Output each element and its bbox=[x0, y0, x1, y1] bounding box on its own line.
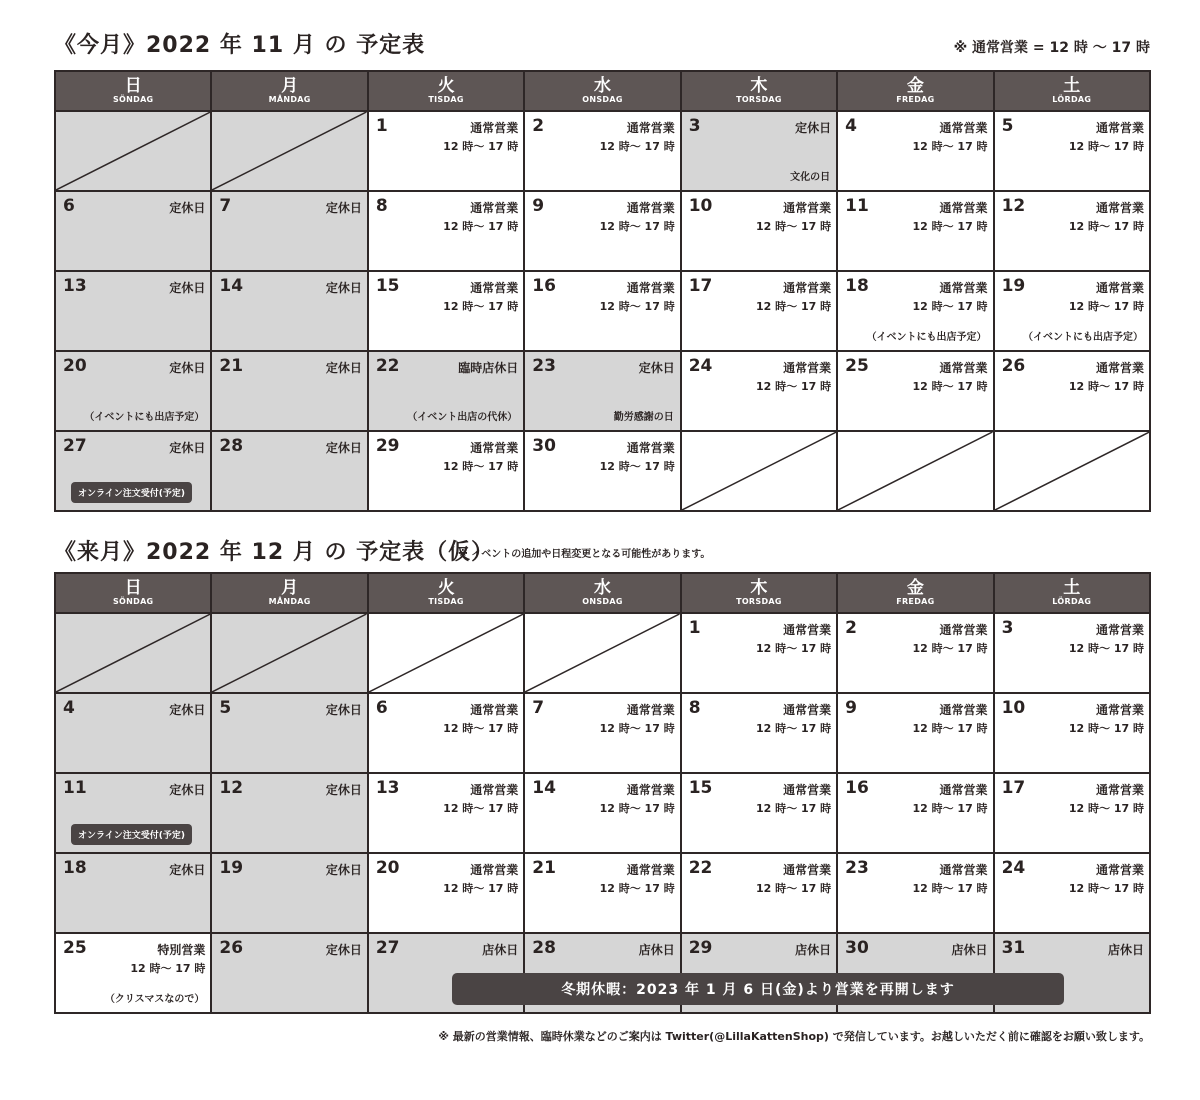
day-cell bbox=[682, 352, 836, 430]
day-cell bbox=[995, 112, 1149, 190]
day-cell bbox=[212, 774, 366, 852]
day-cell bbox=[838, 614, 992, 692]
day-number: 12 bbox=[219, 778, 244, 798]
weekday-header bbox=[525, 72, 679, 110]
weekday-en-label: TORSDAG bbox=[736, 597, 782, 606]
day-cell bbox=[369, 774, 523, 852]
day-status: 店休日 bbox=[1107, 943, 1144, 957]
diagonal-slash bbox=[682, 432, 836, 510]
day-status: 定休日 bbox=[325, 361, 362, 375]
weekday-jp-label: 水 bbox=[593, 578, 611, 598]
day-cell bbox=[56, 192, 210, 270]
day-status: 通常営業 bbox=[1095, 783, 1144, 797]
business-hours: 12 時〜 17 時 bbox=[756, 300, 832, 313]
empty-day-cell bbox=[682, 432, 836, 510]
weekday-header bbox=[212, 574, 366, 612]
day-number: 18 bbox=[63, 858, 87, 878]
day-status: 通常営業 bbox=[939, 361, 988, 375]
day-number: 19 bbox=[1001, 276, 1026, 296]
day-number: 3 bbox=[1001, 618, 1014, 638]
day-status: 通常営業 bbox=[783, 623, 832, 637]
weekday-en-label: TISDAG bbox=[428, 95, 464, 104]
weekday-jp-label: 日 bbox=[124, 578, 142, 598]
day-number: 31 bbox=[1001, 938, 1026, 958]
business-hours: 12 時〜 17 時 bbox=[912, 802, 988, 815]
business-hours: 12 時〜 17 時 bbox=[756, 882, 832, 895]
day-cell bbox=[369, 192, 523, 270]
day-status: 通常営業 bbox=[626, 281, 675, 295]
day-cell bbox=[838, 694, 992, 772]
day-number: 17 bbox=[688, 276, 713, 296]
day-number: 7 bbox=[219, 196, 232, 216]
schedule-change-notice: ※ イベントの追加や日程変更となる可能性があります。 bbox=[458, 549, 711, 560]
day-cell bbox=[525, 694, 679, 772]
day-number: 9 bbox=[532, 196, 545, 216]
day-cell bbox=[56, 694, 210, 772]
weekday-header bbox=[682, 72, 836, 110]
day-number: 21 bbox=[532, 858, 556, 878]
day-number: 30 bbox=[845, 938, 869, 958]
day-cell bbox=[995, 192, 1149, 270]
weekday-header bbox=[369, 72, 523, 110]
day-note: （イベントにも出店予定） bbox=[866, 332, 987, 343]
online-order-badge: オンライン注文受付(予定) bbox=[71, 482, 192, 503]
day-status: 通常営業 bbox=[626, 783, 675, 797]
day-number: 25 bbox=[845, 356, 869, 376]
day-number: 2 bbox=[845, 618, 857, 638]
diagonal-slash bbox=[995, 432, 1149, 510]
business-hours: 12 時〜 17 時 bbox=[443, 460, 519, 473]
weekday-en-label: TISDAG bbox=[428, 597, 464, 606]
day-status: 通常営業 bbox=[939, 281, 988, 295]
day-note: 文化の日 bbox=[790, 172, 831, 183]
day-cell bbox=[56, 272, 210, 350]
day-cell bbox=[525, 774, 679, 852]
day-cell bbox=[525, 854, 679, 932]
diagonal-slash bbox=[56, 112, 210, 190]
day-number: 3 bbox=[688, 116, 701, 136]
day-number: 2 bbox=[532, 116, 545, 136]
weekday-en-label: ONSDAG bbox=[582, 95, 623, 104]
weekday-jp-label: 日 bbox=[124, 76, 142, 96]
day-cell bbox=[682, 854, 836, 932]
day-number: 5 bbox=[1001, 116, 1014, 136]
business-hours: 12 時〜 17 時 bbox=[1068, 220, 1144, 233]
day-cell bbox=[838, 112, 992, 190]
weekday-header bbox=[212, 72, 366, 110]
day-status: 通常営業 bbox=[939, 863, 988, 877]
diagonal-slash bbox=[212, 112, 366, 190]
business-hours: 12 時〜 17 時 bbox=[756, 642, 832, 655]
weekday-jp-label: 木 bbox=[750, 578, 768, 598]
business-hours: 12 時〜 17 時 bbox=[599, 722, 675, 735]
day-status: 定休日 bbox=[169, 361, 206, 375]
weekday-jp-label: 土 bbox=[1063, 578, 1081, 598]
weekday-jp-label: 月 bbox=[281, 578, 299, 598]
day-cell bbox=[525, 352, 679, 430]
day-cell bbox=[682, 192, 836, 270]
day-note: （クリスマスなので） bbox=[104, 994, 205, 1005]
business-hours: 12 時〜 17 時 bbox=[1068, 802, 1144, 815]
business-hours: 12 時〜 17 時 bbox=[443, 882, 519, 895]
day-number: 6 bbox=[375, 698, 388, 718]
empty-day-cell bbox=[212, 112, 366, 190]
day-cell bbox=[212, 352, 366, 430]
day-number: 8 bbox=[688, 698, 701, 718]
day-status: 通常営業 bbox=[1095, 863, 1144, 877]
online-order-badge: オンライン注文受付(予定) bbox=[71, 824, 192, 845]
business-hours: 12 時〜 17 時 bbox=[1068, 140, 1144, 153]
day-cell bbox=[212, 272, 366, 350]
day-status: 通常営業 bbox=[470, 703, 519, 717]
weekday-jp-label: 火 bbox=[437, 578, 455, 598]
business-hours: 12 時〜 17 時 bbox=[443, 220, 519, 233]
day-cell bbox=[525, 192, 679, 270]
day-number: 20 bbox=[63, 356, 87, 376]
day-cell bbox=[369, 112, 523, 190]
day-status: 通常営業 bbox=[1095, 361, 1144, 375]
day-number: 8 bbox=[375, 196, 388, 216]
day-number: 15 bbox=[375, 276, 400, 296]
day-status: 定休日 bbox=[169, 703, 206, 717]
day-number: 11 bbox=[63, 778, 87, 798]
day-number: 22 bbox=[375, 356, 400, 376]
day-note: （イベントにも出店予定） bbox=[1023, 332, 1143, 343]
day-status: 定休日 bbox=[325, 863, 362, 877]
day-status: 定休日 bbox=[795, 121, 832, 135]
day-status: 通常営業 bbox=[470, 441, 519, 455]
day-number: 13 bbox=[63, 276, 87, 296]
day-number: 25 bbox=[63, 938, 87, 958]
day-status: 通常営業 bbox=[626, 441, 675, 455]
day-status: 通常営業 bbox=[1095, 623, 1144, 637]
weekday-jp-label: 火 bbox=[437, 76, 455, 96]
weekday-header bbox=[995, 72, 1149, 110]
weekday-jp-label: 木 bbox=[750, 76, 768, 96]
weekday-jp-label: 金 bbox=[906, 76, 924, 96]
day-status: 臨時店休日 bbox=[458, 361, 519, 375]
empty-day-cell bbox=[212, 614, 366, 692]
day-status: 通常営業 bbox=[470, 121, 519, 135]
day-number: 26 bbox=[219, 938, 244, 958]
day-status: 通常営業 bbox=[470, 783, 519, 797]
day-number: 24 bbox=[688, 356, 713, 376]
day-cell bbox=[212, 934, 366, 1012]
diagonal-slash bbox=[212, 614, 366, 692]
business-hours: 12 時〜 17 時 bbox=[1068, 300, 1144, 313]
day-number: 4 bbox=[63, 698, 75, 718]
day-status: 定休日 bbox=[169, 783, 206, 797]
business-hours: 12 時〜 17 時 bbox=[130, 962, 206, 975]
day-status: 通常営業 bbox=[470, 281, 519, 295]
day-cell bbox=[369, 432, 523, 510]
day-cell bbox=[369, 854, 523, 932]
day-status: 定休日 bbox=[325, 201, 362, 215]
day-number: 28 bbox=[219, 436, 244, 456]
day-cell bbox=[212, 432, 366, 510]
day-status: 通常営業 bbox=[470, 201, 519, 215]
day-cell bbox=[682, 272, 836, 350]
business-hours: 12 時〜 17 時 bbox=[443, 802, 519, 815]
day-status: 通常営業 bbox=[783, 863, 832, 877]
day-number: 16 bbox=[532, 276, 556, 296]
day-cell bbox=[56, 432, 210, 510]
day-number: 20 bbox=[375, 858, 400, 878]
day-cell bbox=[682, 774, 836, 852]
day-number: 29 bbox=[375, 436, 400, 456]
business-hours: 12 時〜 17 時 bbox=[599, 802, 675, 815]
day-number: 1 bbox=[375, 116, 388, 136]
business-hours: 12 時〜 17 時 bbox=[1068, 722, 1144, 735]
day-status: 通常営業 bbox=[626, 121, 675, 135]
diagonal-slash bbox=[525, 614, 679, 692]
weekday-header bbox=[56, 72, 210, 110]
day-number: 24 bbox=[1001, 858, 1026, 878]
day-status: 定休日 bbox=[638, 361, 675, 375]
day-status: 通常営業 bbox=[626, 703, 675, 717]
weekday-en-label: SÖNDAG bbox=[112, 95, 154, 104]
weekday-jp-label: 金 bbox=[906, 578, 924, 598]
day-cell bbox=[369, 694, 523, 772]
day-cell bbox=[369, 272, 523, 350]
day-status: 通常営業 bbox=[470, 863, 519, 877]
day-status: 通常営業 bbox=[626, 863, 675, 877]
day-cell bbox=[212, 694, 366, 772]
day-status: 定休日 bbox=[325, 281, 362, 295]
day-status: 定休日 bbox=[169, 201, 206, 215]
november-title: 《今月》2022 年 11 月 の 予定表 bbox=[54, 33, 426, 58]
day-number: 13 bbox=[375, 778, 400, 798]
day-status: 通常営業 bbox=[939, 201, 988, 215]
day-status: 定休日 bbox=[169, 281, 206, 295]
november-calendar bbox=[54, 70, 1151, 512]
weekday-en-label: FREDAG bbox=[896, 597, 935, 606]
diagonal-slash bbox=[838, 432, 992, 510]
day-status: 定休日 bbox=[169, 863, 206, 877]
business-hours: 12 時〜 17 時 bbox=[1068, 882, 1144, 895]
weekday-en-label: ONSDAG bbox=[582, 597, 623, 606]
business-hours: 12 時〜 17 時 bbox=[756, 802, 832, 815]
day-cell bbox=[838, 352, 992, 430]
day-number: 30 bbox=[532, 436, 556, 456]
day-number: 1 bbox=[688, 618, 701, 638]
day-status: 通常営業 bbox=[939, 623, 988, 637]
day-cell bbox=[525, 432, 679, 510]
day-cell bbox=[995, 774, 1149, 852]
day-status: 通常営業 bbox=[939, 121, 988, 135]
business-hours: 12 時〜 17 時 bbox=[443, 722, 519, 735]
day-status: 通常営業 bbox=[626, 201, 675, 215]
day-number: 14 bbox=[532, 778, 556, 798]
day-status: 特別営業 bbox=[157, 943, 206, 957]
day-number: 19 bbox=[219, 858, 244, 878]
business-hours: 12 時〜 17 時 bbox=[599, 300, 675, 313]
day-number: 27 bbox=[63, 436, 87, 456]
day-status: 通常営業 bbox=[1095, 703, 1144, 717]
day-cell bbox=[682, 694, 836, 772]
business-hours: 12 時〜 17 時 bbox=[443, 300, 519, 313]
business-hours: 12 時〜 17 時 bbox=[756, 220, 832, 233]
day-number: 14 bbox=[219, 276, 244, 296]
day-status: 通常営業 bbox=[783, 783, 832, 797]
day-cell bbox=[995, 614, 1149, 692]
business-hours: 12 時〜 17 時 bbox=[1068, 380, 1144, 393]
day-status: 定休日 bbox=[325, 943, 362, 957]
day-number: 28 bbox=[532, 938, 556, 958]
day-number: 12 bbox=[1001, 196, 1026, 216]
day-cell bbox=[56, 774, 210, 852]
day-status: 通常営業 bbox=[939, 783, 988, 797]
day-cell bbox=[525, 272, 679, 350]
weekday-header bbox=[525, 574, 679, 612]
day-cell bbox=[995, 854, 1149, 932]
day-cell bbox=[838, 192, 992, 270]
business-hours: 12 時〜 17 時 bbox=[912, 140, 988, 153]
weekday-en-label: TORSDAG bbox=[736, 95, 782, 104]
empty-day-cell bbox=[56, 614, 210, 692]
weekday-header bbox=[995, 574, 1149, 612]
day-status: 定休日 bbox=[325, 441, 362, 455]
business-hours: 12 時〜 17 時 bbox=[912, 642, 988, 655]
weekday-header bbox=[682, 574, 836, 612]
day-status: 通常営業 bbox=[783, 201, 832, 215]
day-number: 23 bbox=[532, 356, 556, 376]
day-cell bbox=[56, 352, 210, 430]
weekday-en-label: FREDAG bbox=[896, 95, 935, 104]
day-status: 通常営業 bbox=[783, 281, 832, 295]
business-hours: 12 時〜 17 時 bbox=[912, 882, 988, 895]
day-number: 22 bbox=[688, 858, 713, 878]
december-calendar bbox=[54, 572, 1151, 1014]
day-status: 通常営業 bbox=[1095, 281, 1144, 295]
weekday-header bbox=[56, 574, 210, 612]
business-hours: 12 時〜 17 時 bbox=[443, 140, 519, 153]
day-number: 23 bbox=[845, 858, 869, 878]
weekday-header bbox=[838, 574, 992, 612]
business-hours: 12 時〜 17 時 bbox=[599, 882, 675, 895]
diagonal-slash bbox=[369, 614, 523, 692]
day-cell bbox=[682, 614, 836, 692]
footer-note: ※ 最新の営業情報、臨時休業などのご案内は Twitter(@LillaKattenShop) で発信しています。お越しいただく前に確認をお願い致します。 bbox=[438, 1030, 1150, 1043]
weekday-en-label: MÅNDAG bbox=[268, 597, 311, 606]
business-hours: 12 時〜 17 時 bbox=[756, 380, 832, 393]
day-cell bbox=[56, 854, 210, 932]
day-cell bbox=[838, 854, 992, 932]
day-cell bbox=[995, 352, 1149, 430]
business-hours: 12 時〜 17 時 bbox=[912, 722, 988, 735]
day-number: 10 bbox=[688, 196, 713, 216]
day-status: 定休日 bbox=[169, 441, 206, 455]
day-number: 16 bbox=[845, 778, 869, 798]
day-cell bbox=[838, 272, 992, 350]
weekday-jp-label: 月 bbox=[281, 76, 299, 96]
day-cell bbox=[682, 112, 836, 190]
weekday-header bbox=[838, 72, 992, 110]
business-hours: 12 時〜 17 時 bbox=[912, 380, 988, 393]
business-hours: 12 時〜 17 時 bbox=[599, 140, 675, 153]
empty-day-cell bbox=[838, 432, 992, 510]
day-status: 通常営業 bbox=[783, 361, 832, 375]
day-note: （イベントにも出店予定） bbox=[84, 412, 205, 423]
day-number: 29 bbox=[688, 938, 713, 958]
day-status: 定休日 bbox=[325, 703, 362, 717]
diagonal-slash bbox=[56, 614, 210, 692]
day-status: 通常営業 bbox=[1095, 201, 1144, 215]
day-note: 勤労感謝の日 bbox=[613, 412, 674, 423]
empty-day-cell bbox=[56, 112, 210, 190]
weekday-jp-label: 土 bbox=[1063, 76, 1081, 96]
weekday-jp-label: 水 bbox=[593, 76, 611, 96]
day-number: 21 bbox=[219, 356, 244, 376]
day-number: 26 bbox=[1001, 356, 1026, 376]
day-status: 通常営業 bbox=[939, 703, 988, 717]
day-cell bbox=[212, 854, 366, 932]
business-hours: 12 時〜 17 時 bbox=[599, 460, 675, 473]
day-status: 店休日 bbox=[482, 943, 519, 957]
empty-day-cell bbox=[369, 614, 523, 692]
empty-day-cell bbox=[525, 614, 679, 692]
day-status: 店休日 bbox=[951, 943, 988, 957]
day-cell bbox=[995, 694, 1149, 772]
day-number: 7 bbox=[532, 698, 545, 718]
day-number: 5 bbox=[219, 698, 232, 718]
day-cell bbox=[369, 352, 523, 430]
weekday-en-label: LÖRDAG bbox=[1052, 95, 1092, 104]
day-number: 11 bbox=[845, 196, 869, 216]
business-hours: 12 時〜 17 時 bbox=[1068, 642, 1144, 655]
winter-holiday-banner: 冬期休暇：2023 年 1 月 6 日(金)より営業を再開します bbox=[452, 973, 1064, 1005]
day-cell bbox=[212, 192, 366, 270]
day-number: 17 bbox=[1001, 778, 1026, 798]
business-hours: 12 時〜 17 時 bbox=[912, 220, 988, 233]
day-number: 18 bbox=[845, 276, 869, 296]
day-number: 15 bbox=[688, 778, 713, 798]
day-status: 店休日 bbox=[795, 943, 832, 957]
day-status: 通常営業 bbox=[1095, 121, 1144, 135]
day-status: 通常営業 bbox=[783, 703, 832, 717]
day-status: 店休日 bbox=[638, 943, 675, 957]
day-number: 10 bbox=[1001, 698, 1026, 718]
weekday-en-label: SÖNDAG bbox=[112, 597, 154, 606]
business-hours: 12 時〜 17 時 bbox=[912, 300, 988, 313]
weekday-en-label: LÖRDAG bbox=[1052, 597, 1092, 606]
weekday-header bbox=[369, 574, 523, 612]
business-hours: 12 時〜 17 時 bbox=[756, 722, 832, 735]
day-number: 6 bbox=[63, 196, 75, 216]
day-cell bbox=[995, 272, 1149, 350]
day-cell bbox=[525, 112, 679, 190]
weekday-en-label: MÅNDAG bbox=[268, 95, 311, 104]
december-title: 《来月》2022 年 12 月 の 予定表（仮） bbox=[54, 540, 495, 565]
business-hours: 12 時〜 17 時 bbox=[599, 220, 675, 233]
day-status: 定休日 bbox=[325, 783, 362, 797]
day-cell bbox=[838, 774, 992, 852]
business-hours-note: ※ 通常営業 = 12 時 〜 17 時 bbox=[953, 40, 1150, 56]
day-cell bbox=[56, 934, 210, 1012]
day-number: 4 bbox=[845, 116, 857, 136]
empty-day-cell bbox=[995, 432, 1149, 510]
day-number: 9 bbox=[845, 698, 857, 718]
day-number: 27 bbox=[375, 938, 400, 958]
day-note: （イベント出店の代休） bbox=[407, 412, 518, 423]
